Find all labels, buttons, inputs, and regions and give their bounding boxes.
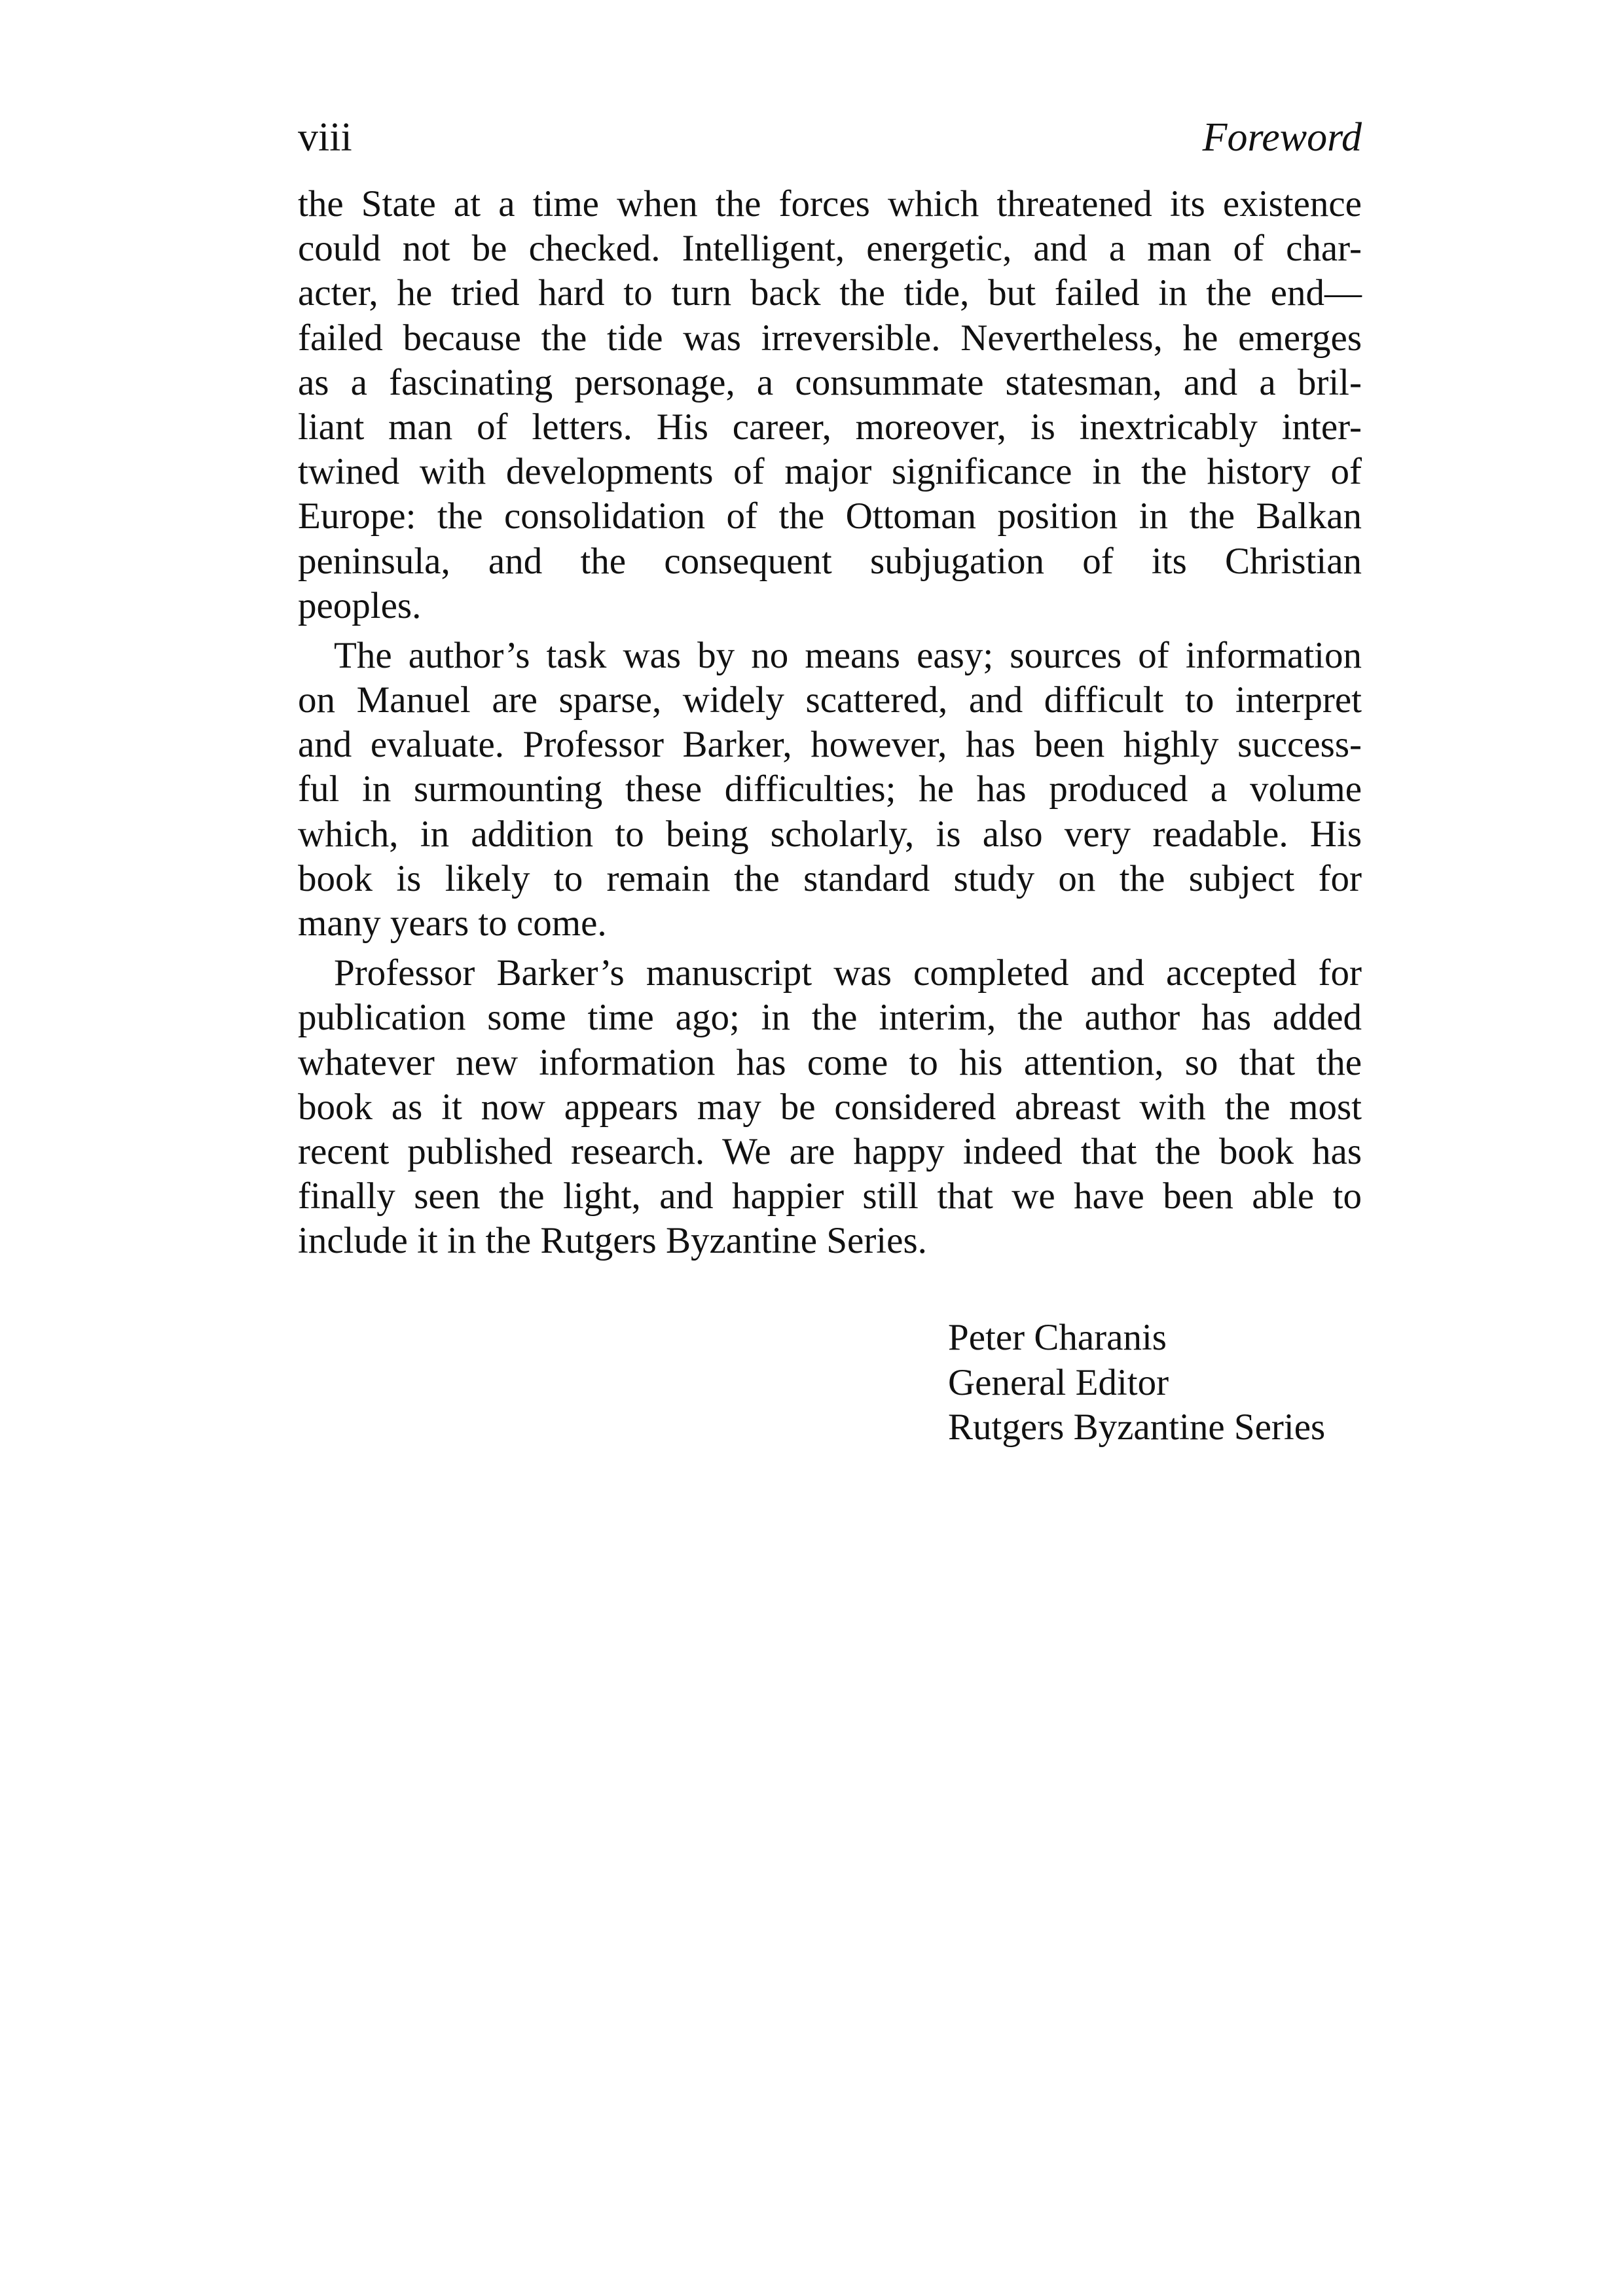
text-line: recent published research. We are happy indeed that the book has bbox=[298, 1130, 1362, 1172]
signature-block bbox=[948, 1316, 1325, 1450]
text-line: liant man of letters. His career, moreover, is inextricably inter- bbox=[298, 406, 1362, 448]
text-line: book is likely to remain the standard study on the subject for bbox=[298, 857, 1362, 899]
text-line: peoples. bbox=[298, 584, 422, 626]
text-line: acter, he tried hard to turn back the tide, but failed in the end— bbox=[298, 272, 1362, 314]
text-line: ful in surmounting these difficulties; he has produced a volume bbox=[298, 768, 1362, 810]
paragraph-2 bbox=[298, 634, 1362, 946]
text-line: whatever new information has come to his attention, so that the bbox=[298, 1041, 1362, 1083]
text-line: which, in addition to being scholarly, is also very readable. His bbox=[298, 813, 1362, 855]
text-line: could not be checked. Intelligent, energetic, and a man of char- bbox=[298, 228, 1362, 270]
text-line: the State at a time when the forces which threatened its existence bbox=[298, 183, 1362, 224]
text-line: on Manuel are sparse, widely scattered, and difficult to interpret bbox=[298, 679, 1362, 721]
text-line: twined with developments of major significance in the history of bbox=[298, 451, 1362, 493]
text-line: as a fascinating personage, a consummate statesman, and a bril- bbox=[298, 361, 1362, 403]
text-line: Europe: the consolidation of the Ottoman position in the Balkan bbox=[298, 495, 1362, 537]
running-head bbox=[298, 108, 1362, 167]
text-line: failed because the tide was irreversible. Nevertheless, he emerges bbox=[298, 317, 1362, 359]
text-line: publication some time ago; in the interim, the author has added bbox=[298, 997, 1362, 1039]
paragraph-3 bbox=[298, 951, 1362, 1263]
text-line: and evaluate. Professor Barker, however, has been highly success- bbox=[298, 724, 1362, 766]
signature-series: Rutgers Byzantine Series bbox=[948, 1407, 1326, 1448]
text-line: Professor Barker’s manuscript was completed and accepted for bbox=[334, 952, 1362, 994]
signature-title: General Editor bbox=[948, 1361, 1169, 1403]
text-line: include it in the Rutgers Byzantine Series. bbox=[298, 1220, 927, 1262]
signature-name: Peter Charanis bbox=[948, 1317, 1167, 1358]
text-line: finally seen the light, and happier still that we have been able to bbox=[298, 1175, 1362, 1217]
body-text bbox=[298, 182, 1362, 1264]
paragraph-1 bbox=[298, 182, 1362, 628]
text-line: book as it now appears may be considered abreast with the most bbox=[298, 1086, 1362, 1128]
text-line: The author’s task was by no means easy; sources of information bbox=[334, 634, 1362, 676]
page-number: viii bbox=[298, 115, 352, 160]
text-line: many years to come. bbox=[298, 903, 607, 944]
section-title: Foreword bbox=[1202, 115, 1362, 160]
text-line: peninsula, and the consequent subjugation of its Christian bbox=[298, 540, 1362, 582]
